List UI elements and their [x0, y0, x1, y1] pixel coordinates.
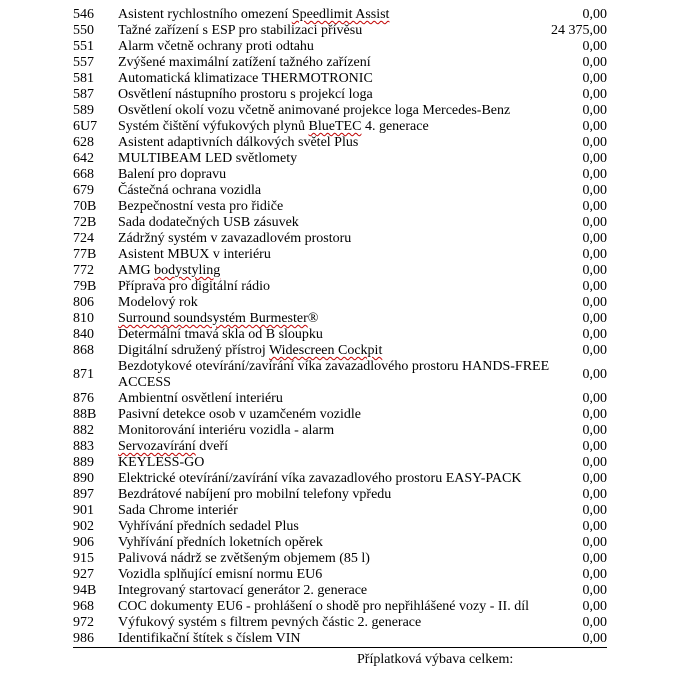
table-row	[73, 55, 607, 71]
option-description	[118, 327, 573, 343]
description-text: Integrovaný startovací generátor 2. generace	[118, 583, 368, 598]
description-text: Zádržný systém v zavazadlovém prostoru	[118, 231, 352, 246]
description-text: Sada Chrome interiér	[118, 503, 238, 518]
option-description	[118, 199, 573, 215]
table-row	[73, 183, 607, 199]
table-row	[73, 503, 607, 519]
description-text: Zvýšené maximální zatížení tažného zařízení	[118, 55, 371, 70]
option-price: 0,00	[582, 615, 607, 630]
table-row	[73, 455, 607, 471]
option-description	[118, 311, 573, 327]
description-text: Osvětlení okolí vozu včetně animované projekce loga Mercedes-Benz	[118, 103, 511, 118]
table-row	[73, 263, 607, 279]
option-price: 0,00	[582, 263, 607, 278]
table-row	[73, 535, 607, 551]
description-text: Monitorování interiéru vozidla - alarm	[118, 423, 335, 438]
description-text: MULTIBEAM LED světlomety	[118, 151, 298, 166]
description-text: Bezpečnostní vesta pro řidiče	[118, 199, 284, 214]
option-price: 0,00	[582, 471, 607, 486]
table-row	[73, 519, 607, 535]
option-description	[118, 343, 573, 359]
description-text: Asistent rychlostního omezení	[118, 7, 292, 22]
option-description	[118, 23, 573, 39]
option-code: 876	[73, 391, 94, 406]
option-description	[118, 231, 573, 247]
option-code: 88B	[73, 407, 97, 422]
table-row	[73, 391, 607, 407]
option-code: 906	[73, 535, 94, 550]
table-row	[73, 439, 607, 455]
description-text: Ambientní osvětlení interiéru	[118, 391, 283, 406]
table-row	[73, 215, 607, 231]
option-code: 810	[73, 311, 94, 326]
table-row	[73, 359, 607, 391]
option-description	[118, 87, 573, 103]
option-description	[118, 167, 573, 183]
option-description	[118, 295, 573, 311]
option-description	[118, 519, 573, 535]
option-description	[118, 247, 573, 263]
description-text: 4. generace	[361, 119, 429, 134]
table-row	[73, 295, 607, 311]
option-code: 883	[73, 439, 94, 454]
option-code: 902	[73, 519, 94, 534]
description-text: Sada dodatečných USB zásuvek	[118, 215, 299, 230]
option-code: 927	[73, 567, 94, 582]
option-code: 679	[73, 183, 94, 198]
option-code: 889	[73, 455, 94, 470]
option-description	[118, 567, 573, 583]
option-price: 0,00	[582, 391, 607, 406]
option-description	[118, 535, 573, 551]
table-row	[73, 327, 607, 343]
description-text: Systém čištění výfukových plynů	[118, 119, 309, 134]
option-price: 0,00	[582, 87, 607, 102]
option-code: 968	[73, 599, 94, 614]
option-price: 0,00	[582, 423, 607, 438]
option-code: 628	[73, 135, 94, 150]
table-row	[73, 135, 607, 151]
misspelled-text: Servozavírání	[118, 439, 196, 454]
option-price: 0,00	[582, 135, 607, 150]
table-row	[73, 247, 607, 263]
option-code: 915	[73, 551, 94, 566]
option-price: 0,00	[582, 583, 607, 598]
description-text: Determální tmavá skla od B sloupku	[118, 327, 323, 342]
description-text: Bezdotykové otevírání/zavírání víka zavazadlového prostoru HANDS-FREE ACCESS	[118, 359, 550, 390]
misspelled-text: Surround soundsystém Burmester	[118, 311, 308, 326]
option-description	[118, 615, 573, 631]
option-code: 868	[73, 343, 94, 358]
option-code: 587	[73, 87, 94, 102]
option-description	[118, 71, 573, 87]
description-text: Výfukový systém s filtrem pevných částic 2. generace	[118, 615, 422, 630]
option-price: 0,00	[582, 39, 607, 54]
misspelled-text: bodystyling	[154, 263, 221, 278]
description-text: Příprava pro digitální rádio	[118, 279, 271, 294]
option-code: 581	[73, 71, 94, 86]
table-row	[73, 487, 607, 503]
table-row	[73, 39, 607, 55]
option-description	[118, 215, 573, 231]
description-text: Alarm včetně ochrany proti odtahu	[118, 39, 314, 54]
misspelled-text: Speedlimit Assist	[291, 7, 390, 22]
option-price: 0,00	[582, 631, 607, 646]
options-price-table	[73, 7, 607, 668]
table-row	[73, 615, 607, 631]
description-text: Palivová nádrž se zvětšeným objemem (85 l)	[118, 551, 370, 566]
option-price: 0,00	[582, 535, 607, 550]
option-description	[118, 551, 573, 567]
option-price: 0,00	[582, 295, 607, 310]
description-text: Balení pro dopravu	[118, 167, 227, 182]
description-text: Asistent adaptivních dálkových světel Plus	[118, 135, 359, 150]
option-description	[118, 103, 573, 119]
option-description	[118, 119, 573, 135]
option-code: 972	[73, 615, 94, 630]
option-price: 0,00	[582, 7, 607, 22]
option-price: 0,00	[582, 71, 607, 86]
option-code: 772	[73, 263, 94, 278]
description-text: COC dokumenty EU6 - prohlášení o shodě pro nepřihlášené vozy - II. díl	[118, 599, 529, 614]
table-row	[73, 119, 607, 135]
option-code: 890	[73, 471, 94, 486]
option-code: 79B	[73, 279, 97, 294]
description-text: Identifikační štítek s číslem VIN	[118, 631, 301, 646]
option-code: 546	[73, 7, 94, 22]
description-text: Částečná ochrana vozidla	[118, 183, 262, 198]
option-code: 94B	[73, 583, 97, 598]
option-code: 550	[73, 23, 94, 38]
description-text: dveří	[195, 439, 229, 454]
option-description	[118, 151, 573, 167]
table-row	[73, 599, 607, 615]
option-price: 0,00	[582, 247, 607, 262]
option-price: 0,00	[582, 119, 607, 134]
option-description	[118, 423, 573, 439]
option-description	[118, 391, 573, 407]
option-description	[118, 359, 573, 391]
option-description	[118, 599, 573, 615]
option-price: 0,00	[582, 487, 607, 502]
description-text: Digitální sdružený přístroj	[118, 343, 269, 358]
option-price: 0,00	[582, 199, 607, 214]
option-description	[118, 7, 573, 23]
description-text: Osvětlení nástupního prostoru s projekcí loga	[118, 87, 373, 102]
description-text: Elektrické otevírání/zavírání víka zavazadlového prostoru EASY-PACK	[118, 471, 522, 486]
table-row	[73, 167, 607, 183]
table-row	[73, 103, 607, 119]
options-table-body	[73, 7, 607, 648]
misspelled-text: BlueTEC	[308, 119, 362, 134]
description-text: Bezdrátové nabíjení pro mobilní telefony vpředu	[118, 487, 392, 502]
option-description	[118, 263, 573, 279]
description-text: AMG	[118, 263, 155, 278]
option-code: 6U7	[73, 119, 98, 134]
option-description	[118, 503, 573, 519]
option-code: 871	[73, 367, 94, 382]
table-row	[73, 311, 607, 327]
description-text: Automatická klimatizace THERMOTRONIC	[118, 71, 373, 86]
description-text: Vyhřívání předních sedadel Plus	[118, 519, 299, 534]
table-row	[73, 231, 607, 247]
option-price: 0,00	[582, 367, 607, 382]
option-price: 0,00	[582, 279, 607, 294]
option-code: 724	[73, 231, 94, 246]
description-text: Asistent MBUX v interiéru	[118, 247, 271, 262]
option-code: 986	[73, 631, 94, 646]
table-row	[73, 7, 607, 23]
option-description	[118, 407, 573, 423]
option-price: 0,00	[582, 183, 607, 198]
option-description	[118, 439, 573, 455]
option-price: 0,00	[582, 311, 607, 326]
table-row	[73, 471, 607, 487]
table-row	[73, 199, 607, 215]
option-price: 0,00	[582, 215, 607, 230]
table-row	[73, 279, 607, 295]
table-row	[73, 151, 607, 167]
option-price: 0,00	[582, 439, 607, 454]
option-price: 24 375,00	[551, 23, 607, 38]
option-description	[118, 471, 573, 487]
table-row	[73, 343, 607, 359]
option-price: 0,00	[582, 231, 607, 246]
option-description	[118, 55, 573, 71]
option-price: 0,00	[582, 343, 607, 358]
option-description	[118, 183, 573, 199]
option-code: 901	[73, 503, 94, 518]
table-row	[73, 551, 607, 567]
option-code: 77B	[73, 247, 97, 262]
option-price: 0,00	[582, 599, 607, 614]
misspelled-text: Widescreen Cockpit	[269, 343, 383, 358]
option-code: 897	[73, 487, 94, 502]
option-description	[118, 39, 573, 55]
description-text: KEYLESS-GO	[118, 455, 205, 470]
table-row	[73, 567, 607, 583]
option-code: 840	[73, 327, 94, 342]
option-description	[118, 487, 573, 503]
option-description	[118, 583, 573, 599]
option-code: 551	[73, 39, 94, 54]
option-price: 0,00	[582, 167, 607, 182]
option-description	[118, 279, 573, 295]
option-code: 589	[73, 103, 94, 118]
description-text: Vozidla splňující emisní normu EU6	[118, 567, 323, 582]
option-price: 0,00	[582, 455, 607, 470]
option-price: 0,00	[582, 503, 607, 518]
option-code: 70B	[73, 199, 97, 214]
description-text: Modelový rok	[118, 295, 198, 310]
table-row	[73, 23, 607, 39]
option-code: 806	[73, 295, 94, 310]
option-description	[118, 631, 573, 647]
option-price: 0,00	[582, 567, 607, 582]
option-price: 0,00	[582, 519, 607, 534]
option-price: 0,00	[582, 103, 607, 118]
option-price: 0,00	[582, 551, 607, 566]
table-row	[73, 423, 607, 439]
table-row	[73, 71, 607, 87]
option-description	[118, 135, 573, 151]
option-description	[118, 455, 573, 471]
table-row	[73, 583, 607, 599]
surcharge-total-label: Příplatková výbava celkem:	[357, 652, 514, 667]
option-code: 72B	[73, 215, 97, 230]
description-text: Pasivní detekce osob v uzamčeném vozidle	[118, 407, 361, 422]
option-price: 0,00	[582, 55, 607, 70]
description-text: ®	[307, 311, 319, 326]
option-price: 0,00	[582, 407, 607, 422]
option-code: 557	[73, 55, 94, 70]
option-price: 0,00	[582, 151, 607, 166]
option-code: 882	[73, 423, 94, 438]
description-text: Tažné zařízení s ESP pro stabilizaci přívěsu	[118, 23, 363, 38]
option-code: 642	[73, 151, 94, 166]
table-row	[73, 87, 607, 103]
option-price: 0,00	[582, 327, 607, 342]
table-row	[73, 407, 607, 423]
description-text: Vyhřívání předních loketních opěrek	[118, 535, 323, 550]
option-code: 668	[73, 167, 94, 182]
table-row	[73, 631, 607, 647]
